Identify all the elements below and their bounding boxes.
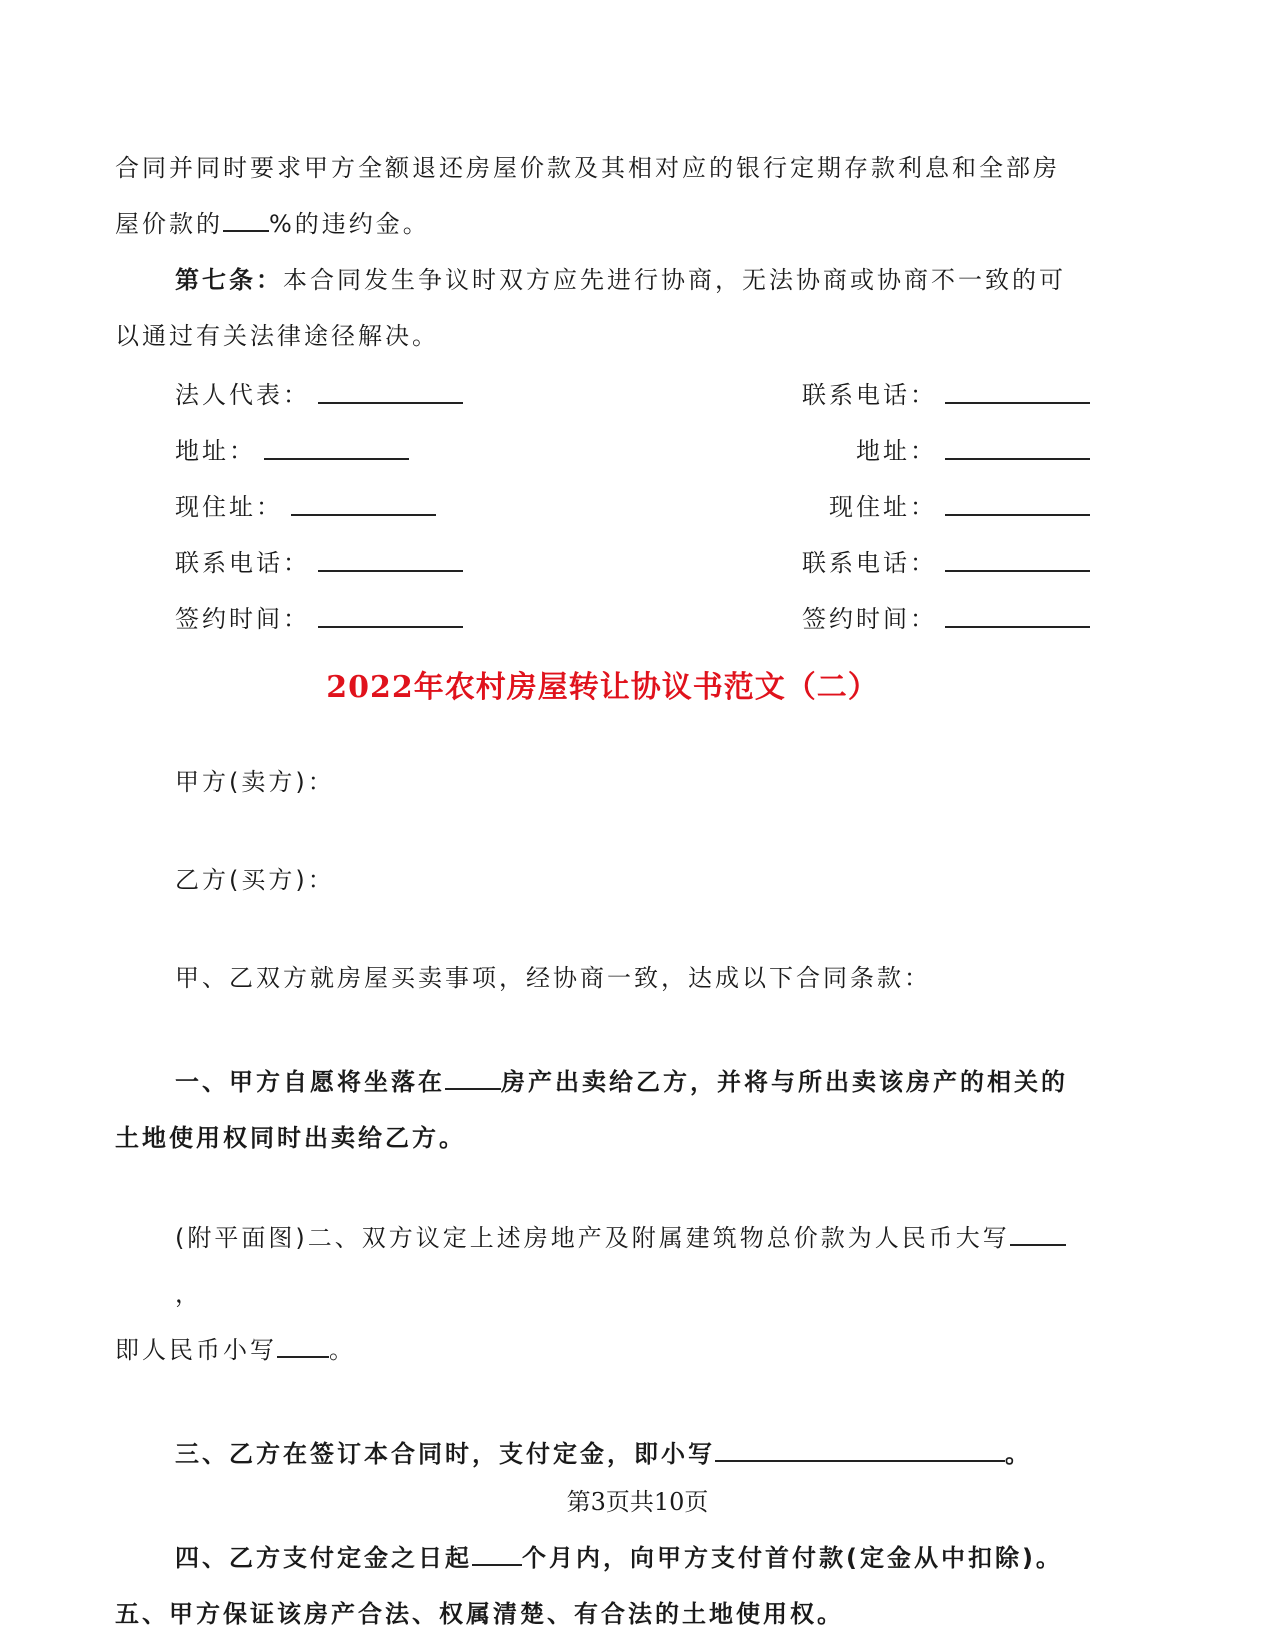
- sig-left-label: 地址：: [175, 436, 256, 465]
- clause2-line2-pre: 即人民币小写: [115, 1336, 277, 1364]
- blank-deposit: [715, 1435, 1005, 1462]
- sig-left-blank: [318, 570, 463, 572]
- clause3-pre: 三、乙方在签订本合同时，支付定金，即小写: [175, 1440, 715, 1468]
- sig-right-label: 现住址：: [829, 492, 937, 521]
- signature-row: [115, 420, 1090, 476]
- sig-right-blank: [945, 570, 1090, 572]
- clause1-pre: 一、甲方自愿将坐落在: [175, 1068, 445, 1096]
- sig-right-label: 联系电话：: [802, 548, 937, 577]
- sig-left-blank: [291, 514, 436, 516]
- party-b: 乙方(买方)：: [175, 866, 335, 894]
- sig-left-label: 联系电话：: [175, 548, 310, 577]
- clause1-line1: [115, 1054, 1090, 1110]
- clause2-pre: (附平面图)二、双方议定上述房地产及附属建筑物总价款为人民币大写: [175, 1224, 1010, 1252]
- clause4-post: 个月内，向甲方支付首付款(定金从中扣除)。: [522, 1544, 1063, 1572]
- clause2-line2-post: 。: [329, 1336, 356, 1364]
- blank-price-words: [1010, 1219, 1066, 1246]
- clause7-label: 第七条：: [175, 266, 283, 294]
- clause7-line2: 以通过有关法律途径解决。: [115, 322, 439, 350]
- sig-right-label: 地址：: [856, 436, 937, 465]
- clause2-line1: [115, 1210, 1090, 1322]
- sig-right-label: 联系电话：: [802, 380, 937, 409]
- sig-left-label: 签约时间：: [175, 604, 310, 633]
- sig-left-blank: [264, 458, 409, 460]
- clause6-line2-post: %的违约金。: [269, 210, 430, 238]
- sig-left-label: 法人代表：: [175, 380, 310, 409]
- sig-left-blank: [318, 402, 463, 404]
- clause2-post: ，: [175, 1280, 202, 1308]
- signature-row: [115, 588, 1090, 644]
- signature-row: [115, 476, 1090, 532]
- sig-left-blank: [318, 626, 463, 628]
- clause5: 五、甲方保证该房产合法、权属清楚、有合法的土地使用权。: [115, 1600, 844, 1628]
- sig-right-blank: [945, 402, 1090, 404]
- clause2-line2: [115, 1322, 1090, 1378]
- clause3-post: 。: [1005, 1440, 1032, 1468]
- clause6-line2-pre: 屋价款的: [115, 210, 223, 238]
- section-title: 2022年农村房屋转让协议书范文（二）: [326, 670, 879, 705]
- blank-months: [472, 1539, 522, 1566]
- sig-right-blank: [945, 626, 1090, 628]
- signature-row: [115, 532, 1090, 588]
- sig-right-label: 签约时间：: [802, 604, 937, 633]
- clause7-line1: [115, 252, 1090, 308]
- clause7-text: 本合同发生争议时双方应先进行协商，无法协商或协商不一致的可: [283, 266, 1066, 294]
- sig-right-blank: [945, 514, 1090, 516]
- clause1-line2: 土地使用权同时出卖给乙方。: [115, 1124, 466, 1152]
- clause6-line1: 合同并同时要求甲方全额退还房屋价款及其相对应的银行定期存款利息和全部房: [115, 154, 1060, 182]
- clause4: [115, 1530, 1090, 1586]
- signature-row: [115, 364, 1090, 420]
- intro: 甲、乙双方就房屋买卖事项，经协商一致，达成以下合同条款：: [175, 964, 931, 992]
- clause1-post: 房产出卖给乙方，并将与所出卖该房产的相关的: [501, 1068, 1068, 1096]
- blank-percent: [223, 205, 269, 232]
- sig-left-label: 现住址：: [175, 492, 283, 521]
- clause3: [115, 1426, 1090, 1482]
- party-a: 甲方(卖方)：: [175, 768, 335, 796]
- clause6-line2: [115, 196, 1090, 252]
- page-footer: 第3页共10页: [566, 1488, 709, 1516]
- clause4-pre: 四、乙方支付定金之日起: [175, 1544, 472, 1572]
- sig-right-blank: [945, 458, 1090, 460]
- document-body: [115, 140, 1090, 1642]
- blank-location: [445, 1063, 501, 1090]
- blank-price-number: [277, 1331, 329, 1358]
